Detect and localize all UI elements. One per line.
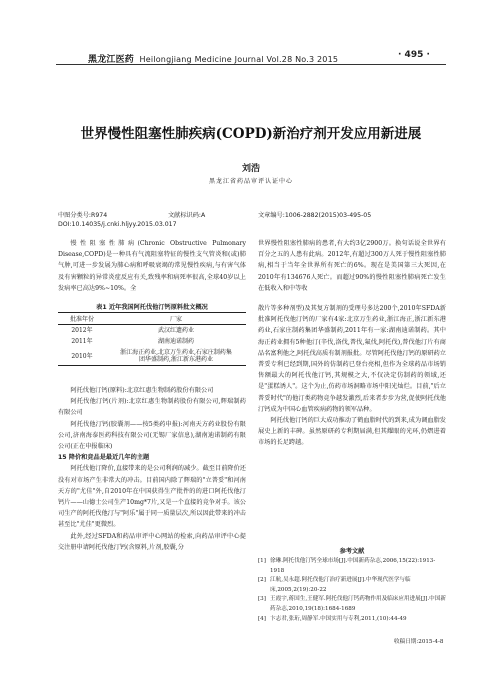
body-paragraph: 散片等多种剂型)及其复方制剂的受理号多达200个,2010年SFDA新批准阿托伐他汀钙的厂家有4家:北京万生药业,浙江海正,浙江新东港药业,石家庄制药集团华盛制药,2011年有一家:湖南迪诺制药。其中海正药业拥有5种他汀(辛伐,洛伐,普伐,氟伐,阿托伐),普伐他汀片有商品名富利他之,阿托伐高质有制剂报批。尽管阿托伐他汀钙的原研药立普妥专利已经到期,国外的仿制药已登台亮相,但作为全球药品市场销售额最大的阿托伐他汀钙,其规模之大,不仅决定仿制药的领域,还是"蛋糕诱人"。这个为止,仿药市场洞略市场中阳光灿烂。目前,"后立普妥时代"的他汀类药物竞争越发激烈,后来者步步为营,促使阿托伐他汀钙成为中国心血管疾病药物的领军品种。 [258,305,446,413]
left-body [58,385,246,553]
header-rule [56,64,446,65]
approval-table [58,312,246,366]
table-cell-year: 2010年 [58,347,106,366]
references-heading: 参考文献 [339,548,365,555]
article-doi: DOI:10.14035/j.cnki.hljyy.2015.03.017 [58,221,177,228]
intro-paragraph-left: 慢性阻塞性肺病(Chronic Obstructive Pulmonary Disease,COPD)是一种具有气流阻塞特征的慢性支气管炎和(或)肺气肿,可进一步发展为肺心病和呼吸衰竭的常见慢性疾病,与有害气体及有害颗粒的异常炎症反应有关,致残率和病死率很高,全球40岁以上发病率已高达9%~10%。全 [58,240,246,292]
references-list [258,557,446,624]
page-number: · 495 · [398,50,430,60]
reference-item [258,615,446,625]
reference-text: 王霞宇,蒋国生,王健军.阿托伐他汀钙药物作用及临床应用进展[J].中国新药杂志,2010,19(18):1684-1689 [270,596,446,612]
intro-left [58,238,246,294]
journal-name-en: Heilongjiang Medicine Journal Vol.28 No.3 2015 [139,55,339,64]
table-row [58,347,246,366]
body-paragraph: 阿托伐他汀钙(原料):北京红惠生物制药股份有限公司 [70,387,214,394]
reference-text: 江航,吴永超.阿托伐他汀治疗新进展[J].中华现代医学与临床,2005,2(19):20-22 [270,577,411,593]
table-cell-company: 湖南迪诺制药 [157,338,194,345]
article-author: 刘浩 [241,164,260,174]
intro-paragraph-right: 世界慢性阻塞性肺病的患者,有大约3亿2900万。换句话说全世界有百分之五的人患有此病。2012年,有超过300万人死于慢性阻塞性肺病,相当于当年全世界所有死亡的6%。现在是美国第三大死因,在2010年有134676人死亡。而超过90%的慢性阻塞性肺病死亡发生在低收入和中等收 [258,240,446,292]
article-title: 世界慢性阻塞性肺疾病(COPD)新治疗剂开发应用新进展 [80,126,422,142]
table-cell-company: 浙江海正药业,北京万生药业,石家庄制药集团华盛制药,浙江新东港药业 [106,347,246,366]
clc-number: 中图分类号:R974 [58,212,108,219]
table-title: 表1 近年我国阿托伐他汀钙原料批文概况 [96,304,208,311]
reference-number: [4] [258,615,266,622]
table-cell-year: 2012年 [71,327,93,334]
reference-number: [2] [258,577,266,584]
reference-item [258,557,446,576]
section-heading: 15 降价和竞品是最近几年的主题 [58,454,150,462]
body-paragraph: 阿托伐他汀钙(胶囊剂——按5类药申报):河南天方药业股份有限公司,济南海泰医药科技有限公司(无锡厂家信息),湖南迪诺制药有限公司(正在申报临床) [58,420,246,451]
author-affiliation: 黑龙江省药品审评认证中心 [208,178,293,185]
table-cell-company: 武汉红遗药业 [157,327,194,334]
table-header-company: 厂家 [106,313,246,325]
reference-number: [1] [258,558,266,564]
document-code: 文献标识码:A [168,212,206,219]
reference-item [258,595,446,614]
reference-text: 徐琳.阿托伐他汀钙全球市场[J].中国新药杂志,2006,15(22):1913-1918 [270,558,436,574]
table-cell-year: 2011年 [71,338,93,345]
body-paragraph: 此外,经过SFDA和药品审评中心网站的检索,向药品审评中心提交注册申请阿托伐他汀钙(含原料,片剂,胶囊,分 [58,532,246,551]
table-row [58,325,246,337]
reference-item [258,576,446,595]
received-date: 收稿日期:2015-4-8 [394,639,444,645]
article-number: 文章编号:1006-2882(2015)03-495-05 [258,212,372,219]
body-paragraph: 阿托伐他汀降价,直接带来的是公司利润的减少。截至目前降价还没有对市场产生非常大的冲击。目前国内除了辉瑞的"立普妥"和河南天方的"尤佳"外,自2010年在中国获得生产批件的的进口阿托伐他汀钙片——山德士公司生产10mg*7片,又是一个直接的竞争对手。该公司生产的阿托伐他汀与"阿乐"属于同一质量层次,所以因此带来的冲击甚至比"尤佳"更微烈。 [58,465,246,529]
table-row [58,336,246,347]
body-paragraph: 阿托伐他汀钙的巨大成功推动了鹤血脂时代的到来,成为调血脂发展史上新的丰碑。虽然原研药专利期届满,但其耀眼的光环,仍熠进着市场的长足跨越。 [258,417,446,447]
reference-number: [3] [258,596,266,603]
table-header-year: 批准年份 [58,313,106,325]
intro-right [258,238,446,294]
body-paragraph: 阿托伐他汀钙(片剂):北京红惠生物制药股份有限公司,辉瑞制药有限公司 [58,398,246,417]
right-body [258,303,446,449]
reference-text: 卞志君,张珩,周静军.中国实用与专利,2011,(10):44-49 [270,615,407,622]
journal-name-cn: 黑龙江医药 [88,55,135,65]
